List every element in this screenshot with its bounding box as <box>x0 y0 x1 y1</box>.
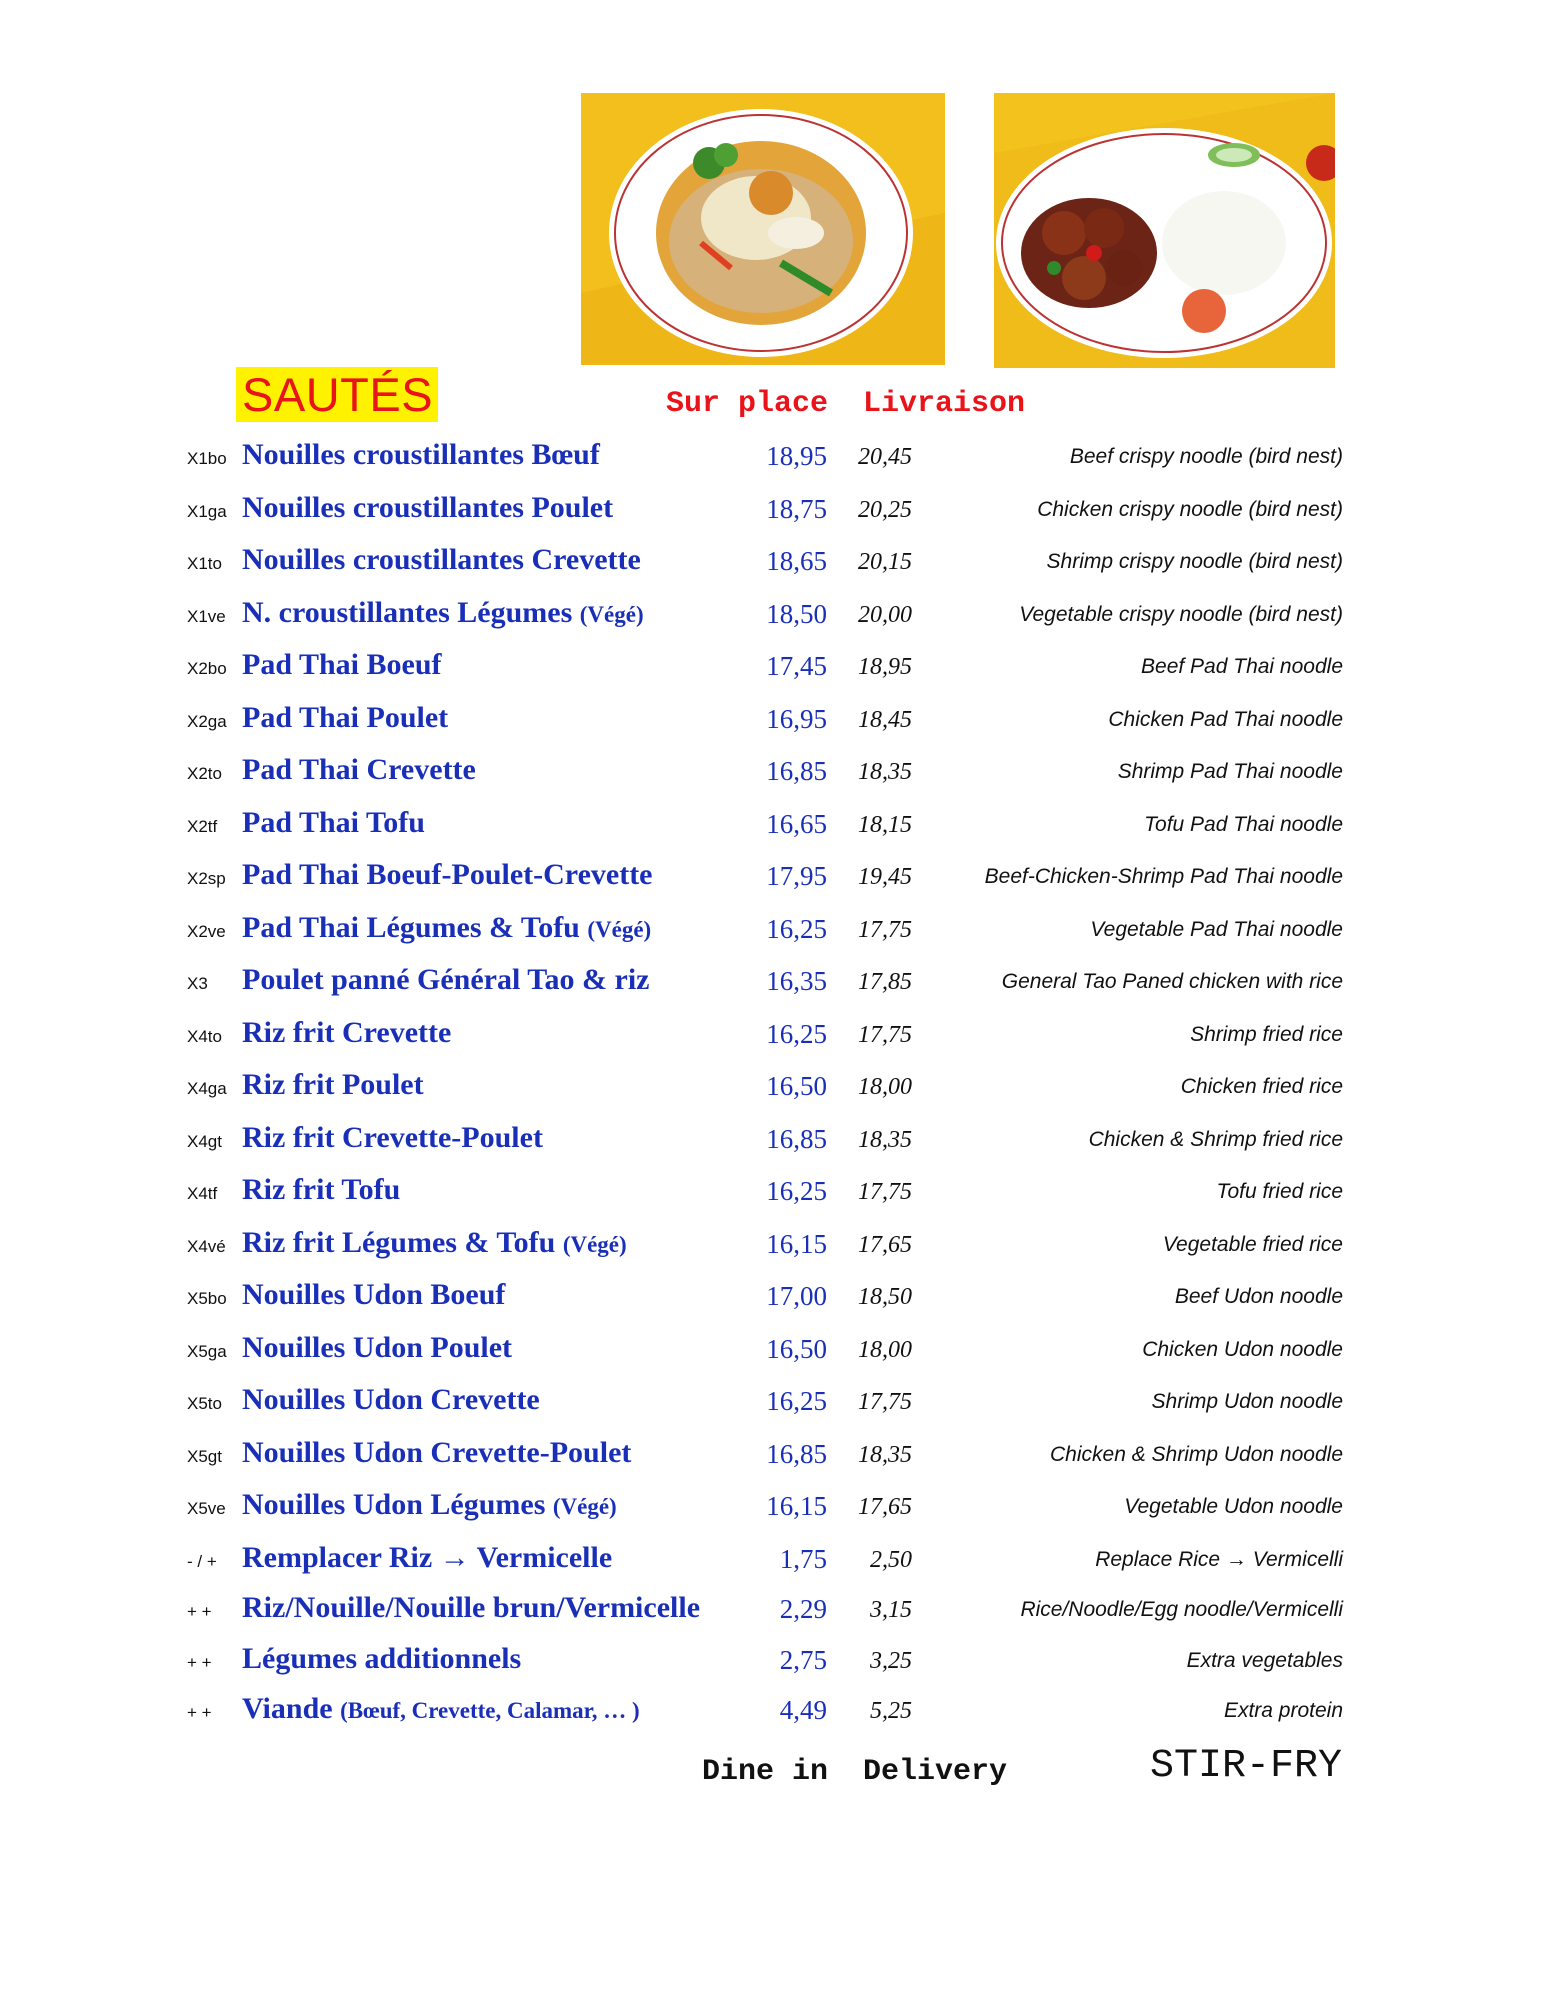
price-delivery: 5,25 <box>870 1698 912 1724</box>
item-code: X5ga <box>187 1341 227 1361</box>
menu-item-row <box>0 747 1542 800</box>
menu-item-row <box>0 1167 1542 1220</box>
item-english-name: Replace Rice → Vermicelli <box>1095 1547 1343 1571</box>
footer-delivery: Delivery <box>863 1755 1008 1789</box>
item-english-name: Chicken Pad Thai noodle <box>1108 707 1343 731</box>
item-english-name: Beef Pad Thai noodle <box>1141 655 1343 678</box>
price-delivery: 18,45 <box>858 706 912 733</box>
price-delivery: 20,15 <box>858 549 912 575</box>
item-english-name: Shrimp crispy noodle (bird nest) <box>1046 550 1343 573</box>
item-name <box>242 1690 640 1730</box>
item-code: X5to <box>187 1394 222 1413</box>
item-english-name: Chicken crispy noodle (bird nest) <box>1037 497 1343 521</box>
price-dine-in: 18,95 <box>766 441 827 471</box>
item-english-name: Tofu fried rice <box>1216 1180 1343 1203</box>
menu-item-row <box>0 957 1542 1010</box>
item-name-text: Remplacer Riz → Vermicelle <box>242 1540 613 1574</box>
item-name <box>242 646 442 684</box>
item-code: X2sp <box>187 869 226 888</box>
crispy-noodle-bird-nest-photo <box>581 93 945 365</box>
price-delivery: 17,75 <box>858 1389 912 1415</box>
item-code: X1ve <box>187 606 226 626</box>
price-dine-in: 18,75 <box>766 493 827 524</box>
item-note: (Végé) <box>562 1231 627 1257</box>
footer-dine-in: Dine in <box>701 1755 828 1789</box>
item-name <box>242 1381 540 1419</box>
item-name <box>242 856 653 894</box>
item-name <box>242 1486 617 1526</box>
item-name <box>242 804 425 842</box>
item-english-name: Extra protein <box>1223 1699 1343 1722</box>
price-delivery: 17,65 <box>858 1231 912 1258</box>
price-dine-in: 16,15 <box>766 1228 827 1259</box>
price-delivery: 18,35 <box>858 1126 912 1153</box>
price-delivery: 20,00 <box>858 601 912 628</box>
price-dine-in: 17,95 <box>766 861 827 891</box>
price-delivery: 3,25 <box>870 1647 912 1674</box>
price-dine-in: 16,25 <box>766 1386 827 1416</box>
column-header-dine-in: Sur place <box>665 387 828 421</box>
item-name <box>242 1276 505 1314</box>
menu-item-row <box>0 1325 1542 1378</box>
item-name <box>242 1066 424 1104</box>
item-name-text: Pad Thai Légumes & Tofu <box>242 910 580 944</box>
price-dine-in: 18,65 <box>766 546 827 576</box>
item-english-name: Shrimp Pad Thai noodle <box>1117 760 1343 783</box>
item-english-name: Vegetable Udon noodle <box>1124 1495 1343 1518</box>
item-name <box>242 1171 400 1209</box>
item-name-text: Nouilles Udon Poulet <box>242 1330 513 1364</box>
item-english-name: Beef-Chicken-Shrimp Pad Thai noodle <box>984 865 1343 888</box>
menu-item-row <box>0 1430 1542 1483</box>
item-name-text: Nouilles croustillantes Bœuf <box>242 438 600 471</box>
item-code: X4to <box>187 1026 222 1046</box>
item-code: X1to <box>187 554 222 573</box>
item-code: X4tf <box>187 1184 218 1203</box>
price-dine-in: 17,00 <box>766 1281 827 1311</box>
menu-item-row <box>0 642 1542 695</box>
item-name <box>242 751 476 789</box>
menu-item-row <box>0 1482 1542 1535</box>
price-dine-in: 18,50 <box>766 598 827 629</box>
menu-list <box>0 432 1542 1737</box>
price-delivery: 17,75 <box>858 916 912 943</box>
menu-item-row <box>0 1115 1542 1168</box>
menu-item-row <box>0 1686 1542 1737</box>
item-name-text: Pad Thai Crevette <box>242 753 476 786</box>
price-dine-in: 16,15 <box>766 1491 827 1521</box>
item-note: (Végé) <box>587 916 652 942</box>
item-english-name: Extra vegetables <box>1186 1648 1343 1672</box>
item-name <box>242 961 650 999</box>
item-name <box>242 1329 512 1367</box>
item-name-text: Riz frit Crevette-Poulet <box>242 1120 543 1154</box>
item-name-text: Pad Thai Boeuf-Poulet-Crevette <box>242 858 653 891</box>
menu-item-row <box>0 485 1542 538</box>
item-english-name: Chicken & Shrimp Udon noodle <box>1050 1442 1343 1466</box>
item-english-name: General Tao Paned chicken with rice <box>1001 970 1343 993</box>
price-delivery: 18,95 <box>858 654 912 680</box>
price-delivery: 20,25 <box>858 496 912 523</box>
item-code: + + <box>187 1703 212 1722</box>
footer-section-name: STIR-FRY <box>1149 1744 1342 1789</box>
price-delivery: 18,50 <box>858 1284 912 1310</box>
menu-item-row <box>0 800 1542 853</box>
item-code: X2tf <box>187 816 218 836</box>
price-delivery: 17,85 <box>858 969 912 995</box>
price-dine-in: 1,75 <box>779 1543 827 1574</box>
item-name-text: Nouilles croustillantes Poulet <box>242 490 614 524</box>
price-dine-in: 17,45 <box>766 651 827 681</box>
item-name-text: Riz frit Crevette <box>242 1015 452 1049</box>
menu-item-row <box>0 852 1542 905</box>
item-name-text: Nouilles Udon Boeuf <box>242 1278 506 1311</box>
general-tao-chicken-rice-photo <box>994 93 1335 368</box>
price-delivery: 17,75 <box>858 1179 912 1205</box>
price-dine-in: 2,75 <box>779 1644 827 1675</box>
item-code: X3 <box>187 974 208 993</box>
item-name <box>242 1434 631 1472</box>
price-dine-in: 16,50 <box>766 1071 827 1101</box>
price-delivery: 17,75 <box>858 1021 912 1048</box>
price-dine-in: 16,85 <box>766 1438 827 1469</box>
item-code: X4gt <box>187 1131 222 1151</box>
item-name <box>242 1119 543 1157</box>
menu-item-row <box>0 695 1542 748</box>
menu-item-row <box>0 590 1542 643</box>
menu-item-row <box>0 1010 1542 1063</box>
item-name <box>242 1539 612 1577</box>
item-english-name: Shrimp Udon noodle <box>1151 1390 1343 1413</box>
price-dine-in: 2,29 <box>779 1594 827 1624</box>
item-english-name: Chicken & Shrimp fried rice <box>1088 1127 1343 1151</box>
menu-item-row <box>0 905 1542 958</box>
item-english-name: Chicken Udon noodle <box>1142 1337 1343 1361</box>
item-code: X2bo <box>187 659 227 678</box>
item-code: - / + <box>187 1551 217 1571</box>
price-dine-in: 16,35 <box>766 966 827 996</box>
item-english-name: Tofu Pad Thai noodle <box>1144 812 1343 836</box>
item-name-text: Viande <box>242 1692 333 1725</box>
item-code: X5gt <box>187 1446 222 1466</box>
item-name-text: Nouilles croustillantes Crevette <box>242 543 641 576</box>
price-delivery: 18,35 <box>858 759 912 785</box>
item-name <box>242 594 644 634</box>
item-name-text: Pad Thai Tofu <box>242 805 425 839</box>
item-code: X1bo <box>187 449 227 468</box>
item-code: X2ve <box>187 921 226 941</box>
item-english-name: Beef crispy noodle (bird nest) <box>1069 445 1343 468</box>
item-name <box>242 699 448 737</box>
item-name-text: N. croustillantes Légumes <box>242 595 573 629</box>
price-delivery: 18,15 <box>858 811 912 838</box>
item-name <box>242 541 641 579</box>
price-dine-in: 16,25 <box>766 1176 827 1206</box>
menu-item-row <box>0 1220 1542 1273</box>
price-delivery: 20,45 <box>858 444 912 470</box>
menu-item-row <box>0 1585 1542 1636</box>
item-english-name: Shrimp fried rice <box>1190 1022 1343 1046</box>
item-name-text: Riz frit Légumes & Tofu <box>242 1225 556 1259</box>
section-title-highlight <box>236 367 438 422</box>
item-english-name: Beef Udon noodle <box>1174 1285 1343 1308</box>
item-code: + + <box>187 1602 212 1621</box>
item-english-name: Vegetable fried rice <box>1162 1232 1343 1256</box>
item-note: (Bœuf, Crevette, Calamar, … ) <box>340 1698 640 1723</box>
menu-item-row <box>0 1272 1542 1325</box>
item-name <box>242 489 613 527</box>
item-english-name: Rice/Noodle/Egg noodle/Vermicelli <box>1020 1598 1343 1621</box>
price-delivery: 18,35 <box>858 1441 912 1468</box>
menu-item-row <box>0 1535 1542 1586</box>
item-note: (Végé) <box>579 601 644 627</box>
section-title: SAUTÉS <box>242 368 434 421</box>
item-name-text: Pad Thai Boeuf <box>242 648 442 681</box>
menu-item-row <box>0 1636 1542 1687</box>
price-delivery: 17,65 <box>858 1494 912 1520</box>
price-dine-in: 16,25 <box>766 913 827 944</box>
item-code: X2ga <box>187 711 227 731</box>
item-code: + + <box>187 1652 212 1672</box>
item-code: X4vé <box>187 1236 226 1256</box>
item-code: X5bo <box>187 1289 227 1308</box>
menu-item-row <box>0 1377 1542 1430</box>
item-name <box>242 1640 521 1678</box>
item-name-text: Nouilles Udon Légumes <box>242 1488 546 1521</box>
menu-item-row <box>0 432 1542 485</box>
price-dine-in: 16,85 <box>766 1123 827 1154</box>
item-name-text: Riz/Nouille/Nouille brun/Vermicelle <box>242 1591 701 1624</box>
price-delivery: 19,45 <box>858 864 912 890</box>
item-code: X4ga <box>187 1079 227 1098</box>
item-code: X5ve <box>187 1499 226 1518</box>
item-name-text: Légumes additionnels <box>242 1641 522 1675</box>
item-english-name: Vegetable Pad Thai noodle <box>1090 917 1343 941</box>
price-dine-in: 16,25 <box>766 1018 827 1049</box>
item-name-text: Pad Thai Poulet <box>242 700 449 734</box>
column-header-delivery: Livraison <box>863 387 1026 421</box>
menu-item-row <box>0 1062 1542 1115</box>
price-delivery: 2,50 <box>870 1546 912 1573</box>
item-name <box>242 436 600 474</box>
price-dine-in: 16,50 <box>766 1333 827 1364</box>
menu-item-row <box>0 537 1542 590</box>
item-code: X2to <box>187 764 222 783</box>
price-dine-in: 4,49 <box>779 1695 827 1725</box>
price-dine-in: 16,85 <box>766 756 827 786</box>
item-name-text: Riz frit Tofu <box>242 1173 401 1206</box>
price-dine-in: 16,95 <box>766 703 827 734</box>
item-name <box>242 1589 700 1627</box>
item-note: (Végé) <box>552 1494 617 1519</box>
item-name-text: Poulet panné Général Tao & riz <box>242 963 650 996</box>
item-name <box>242 1014 451 1052</box>
item-name-text: Nouilles Udon Crevette <box>242 1383 540 1416</box>
item-name-text: Riz frit Poulet <box>242 1068 424 1101</box>
item-code: X1ga <box>187 501 227 521</box>
item-name <box>242 1224 627 1264</box>
item-name-text: Nouilles Udon Crevette-Poulet <box>242 1435 632 1469</box>
price-delivery: 18,00 <box>858 1336 912 1363</box>
item-english-name: Vegetable crispy noodle (bird nest) <box>1019 602 1343 626</box>
item-english-name: Chicken fried rice <box>1180 1075 1343 1098</box>
price-delivery: 3,15 <box>870 1597 912 1623</box>
price-dine-in: 16,65 <box>766 808 827 839</box>
item-name <box>242 909 651 949</box>
price-delivery: 18,00 <box>858 1074 912 1100</box>
